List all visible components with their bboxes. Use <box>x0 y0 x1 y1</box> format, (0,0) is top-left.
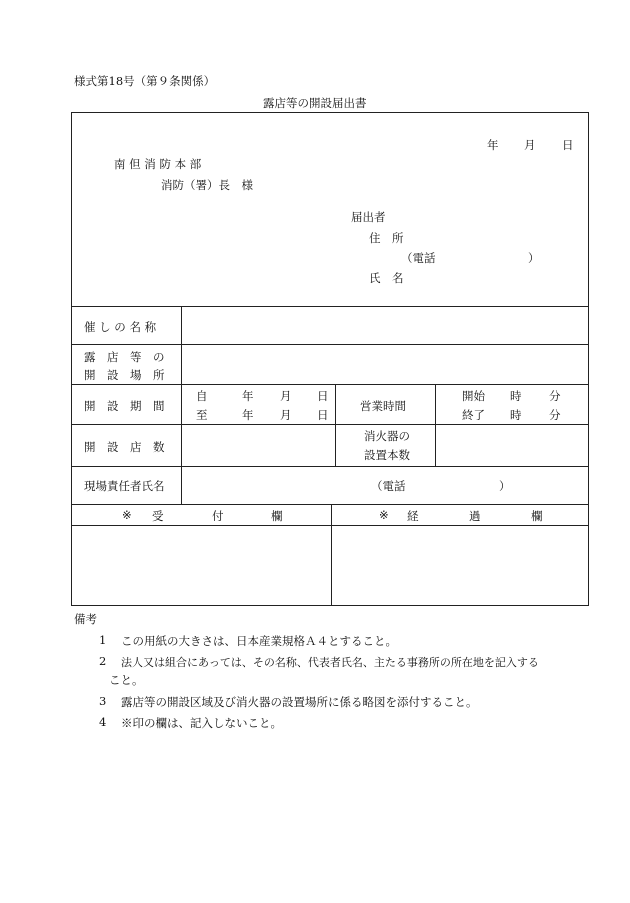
reception-area[interactable] <box>72 526 330 606</box>
period-to-day: 日 <box>317 408 329 422</box>
address-label: 住 所 <box>369 231 404 245</box>
location-label-1: 露 店 等 の <box>84 350 165 364</box>
phone-open: （電話 <box>401 251 436 265</box>
date-month: 月 <box>524 138 536 152</box>
addressee-chief: 消防（署）長 様 <box>161 178 253 192</box>
page-title: 露店等の開設届出書 <box>263 96 367 110</box>
reception-char-1: 受 <box>152 509 164 523</box>
hours-start-minute: 分 <box>549 389 561 403</box>
note-1-text: この用紙の大きさは、日本産業規格Ａ４とすること。 <box>121 634 397 648</box>
note-2-text: 法人又は組合にあっては、その名称、代表者氏名、主たる事務所の所在地を記入する <box>121 656 539 669</box>
phone-close: ） <box>528 251 540 265</box>
period-from-month: 月 <box>280 389 292 403</box>
note-2-number: 2 <box>99 654 107 668</box>
progress-marker: ※ <box>379 508 389 522</box>
extinguisher-label-1: 消火器の <box>364 429 410 443</box>
hours-start-label: 開始 <box>462 389 485 403</box>
note-3-text: 露店等の開設区域及び消火器の設置場所に係る略図を添付すること。 <box>121 695 478 709</box>
period-to-year: 年 <box>242 408 254 422</box>
location-field[interactable] <box>182 345 587 383</box>
period-to-month: 月 <box>280 408 292 422</box>
manager-label: 現場責任者氏名 <box>84 479 165 493</box>
location-label-2: 開 設 場 所 <box>84 368 165 382</box>
addressee-org: 南 但 消 防 本 部 <box>114 157 202 171</box>
hours-end-hour: 時 <box>510 408 522 422</box>
reception-char-2: 付 <box>212 509 224 523</box>
date-day: 日 <box>562 138 574 152</box>
store-count-field[interactable] <box>182 425 334 465</box>
extinguisher-count-field[interactable] <box>436 425 587 465</box>
event-name-field[interactable] <box>182 307 587 343</box>
name-label: 氏 名 <box>369 271 404 285</box>
progress-char-1: 経 <box>407 509 419 523</box>
form-table <box>71 112 589 606</box>
manager-phone-open: （電話 <box>371 479 406 493</box>
period-from: 自 <box>196 389 208 403</box>
store-count-label: 開 設 店 数 <box>84 440 165 454</box>
note-2-continuation: こと。 <box>109 673 144 687</box>
note-4-number: 4 <box>99 715 107 729</box>
form-number: 様式第18号（第９条関係） <box>74 74 216 88</box>
hours-start-hour: 時 <box>510 389 522 403</box>
applicant-label: 届出者 <box>351 210 386 224</box>
reception-char-3: 欄 <box>271 509 283 523</box>
period-from-year: 年 <box>242 389 254 403</box>
progress-char-2: 過 <box>469 509 481 523</box>
note-1-number: 1 <box>99 633 107 647</box>
notes-heading: 備考 <box>74 612 97 626</box>
period-label: 開 設 期 間 <box>84 399 165 413</box>
extinguisher-label-2: 設置本数 <box>364 448 410 462</box>
progress-char-3: 欄 <box>531 509 543 523</box>
progress-area[interactable] <box>332 526 587 606</box>
reception-marker: ※ <box>122 508 132 522</box>
hours-end-minute: 分 <box>549 408 561 422</box>
period-to: 至 <box>196 408 208 422</box>
date-year: 年 <box>487 138 499 152</box>
hours-end-label: 終了 <box>462 408 485 422</box>
period-from-day: 日 <box>317 389 329 403</box>
manager-phone-close: ） <box>499 479 511 493</box>
event-name-label: 催 し の 名 称 <box>84 320 157 334</box>
note-3-number: 3 <box>99 694 107 708</box>
note-4-text: ※印の欄は、記入しないこと。 <box>121 716 282 730</box>
hours-label: 営業時間 <box>360 399 406 413</box>
